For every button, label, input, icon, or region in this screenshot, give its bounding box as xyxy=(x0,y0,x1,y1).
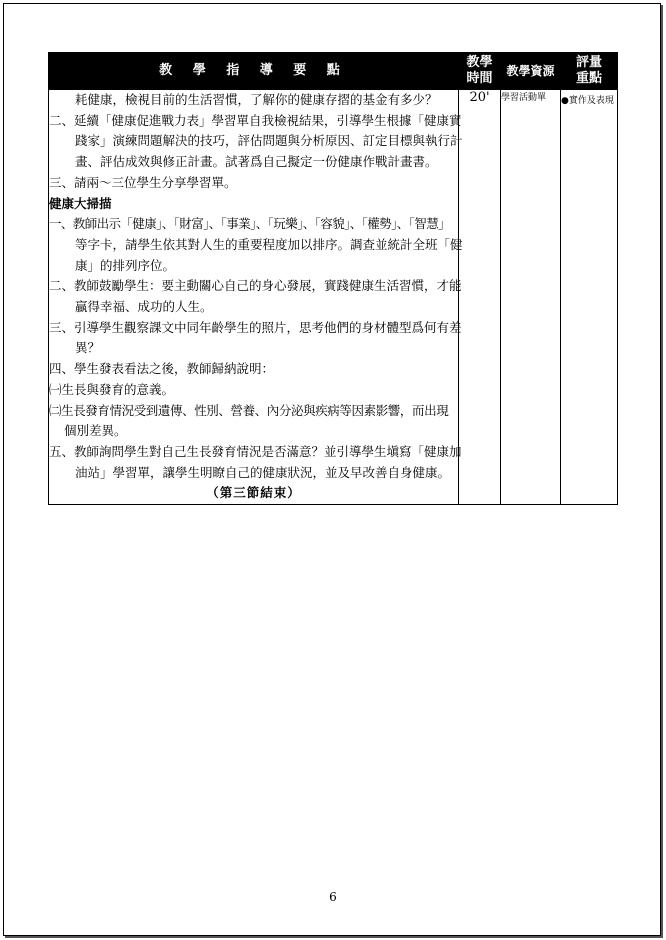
page-number: 6 xyxy=(329,890,337,904)
content-line: 耗健康，檢視目前的生活習慣，了解你的健康存摺的基金有多少？ xyxy=(75,92,438,107)
header-evaluation-line2: 重點 xyxy=(575,71,602,86)
content-line: ㈠生長與發育的意義。 xyxy=(49,381,175,397)
header-evaluation-line1: 評量 xyxy=(575,55,602,70)
content-line: 四、學生發表看法之後，教師歸納說明： xyxy=(49,361,275,377)
header-evaluation xyxy=(561,53,618,90)
content-line: 贏得幸福、成功的人生。 xyxy=(75,299,213,315)
table-row xyxy=(49,90,618,505)
section-heading: 健康大掃描 xyxy=(49,195,112,211)
content-line: 二、教師鼓勵學生：要主動關心自己的身心發展，實踐健康生活習慣，才能 xyxy=(49,278,462,294)
header-time-line2: 時間 xyxy=(466,71,493,86)
content-line: 異？ xyxy=(75,340,101,356)
section-end-note: （第三節結束） xyxy=(206,485,301,501)
content-line: 五、教師詢問學生對自己生長發育情況是否滿意？並引導學生塡寫「健康加 xyxy=(49,443,462,459)
content-line: 一、教師出示「健康」、「財富」、「事業」、「玩樂」、「容貌」、「權勢」、「智慧」 xyxy=(49,216,451,232)
header-time xyxy=(459,53,501,90)
content-line: 三、請兩～三位學生分享學習單。 xyxy=(49,174,237,190)
content-line: 油站」學習單，讓學生明瞭自己的健康狀況，並及早改善自身健康。 xyxy=(75,464,451,480)
content-line: 三、引導學生觀察課文中同年齡學生的照片，思考他們的身材體型爲何有差 xyxy=(49,319,462,335)
content-line: 個別差異。 xyxy=(64,423,127,439)
resource-cell: 學習活動單 xyxy=(501,90,561,505)
guidance-content xyxy=(49,90,463,505)
header-guidance: 教 學 指 導 要 點 xyxy=(49,53,459,90)
content-line: 等字卡，請學生依其對人生的重要程度加以排序。調查並統計全班「健 xyxy=(75,236,463,252)
content-line: 二、延續「健康促進戰力表」學習單自我檢視結果，引導學生根據「健康實 xyxy=(49,112,462,128)
header-time-line1: 教學 xyxy=(466,55,493,70)
header-resource: 教學資源 xyxy=(501,53,561,90)
content-line: 畫、評估成效與修正計畫。試著爲自己擬定一份健康作戰計畫書。 xyxy=(75,154,438,170)
time-cell: 20' xyxy=(459,90,501,505)
table-header-row xyxy=(49,53,618,90)
content-line: ㈡生長發育情況受到遺傳、性別、營養、內分泌與疾病等因素影響，而出現 xyxy=(49,402,449,418)
content-line: 踐家」演練問題解決的技巧，評估問題與分析原因、訂定目標與執行計 xyxy=(75,133,463,149)
lesson-plan-table xyxy=(48,52,618,505)
content-line: 康」的排列序位。 xyxy=(75,257,176,273)
evaluation-cell: ●實作及表現 xyxy=(561,90,618,505)
